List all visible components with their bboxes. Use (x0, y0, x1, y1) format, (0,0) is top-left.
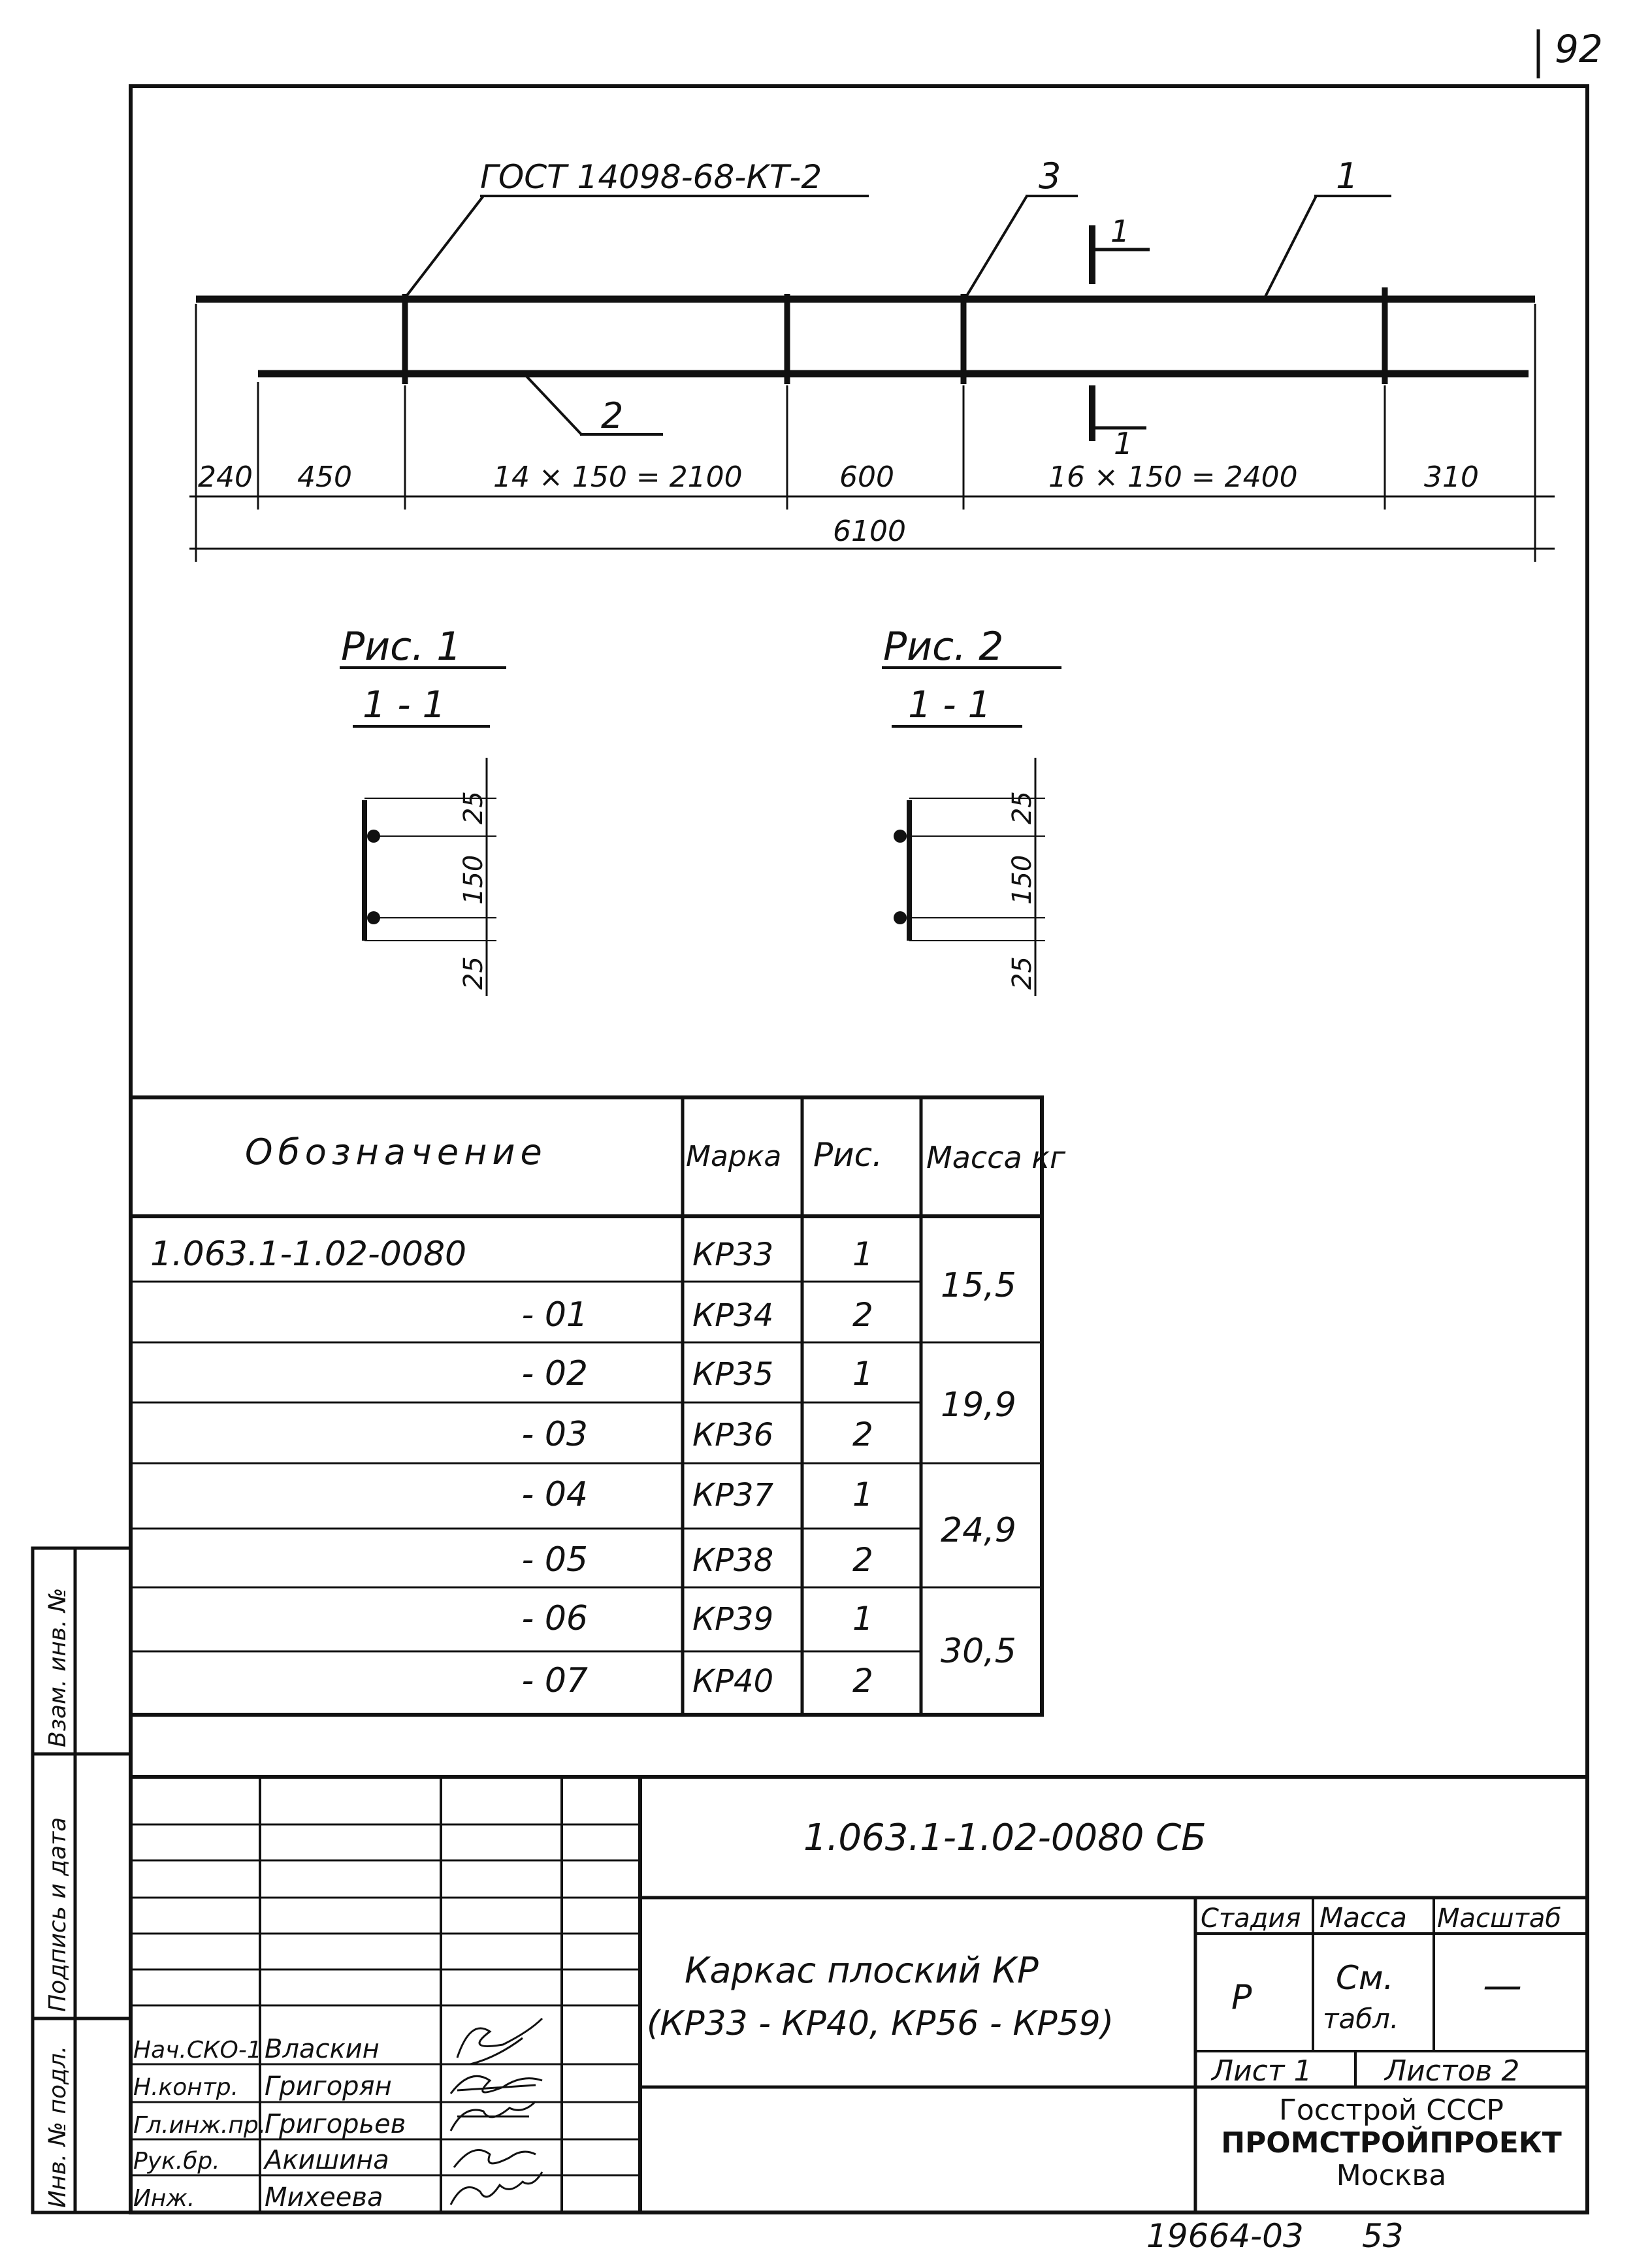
person-role: Гл.инж.пр. (133, 2112, 267, 2139)
figure-1-title: Рис. 1 (341, 624, 462, 670)
row-designation: - 03 (521, 1415, 588, 1454)
title-doc-code: 1.063.1-1.02-0080 СБ (803, 1817, 1206, 1859)
spec-table-masses (941, 1266, 1016, 1671)
header-mass-text: Масса кг (926, 1140, 1066, 1175)
row-mass: 24,9 (941, 1511, 1016, 1550)
spec-table-rows (150, 1235, 873, 1700)
person-name: Григорьев (265, 2109, 406, 2139)
figure-2-dim-top: 25 (1007, 791, 1037, 824)
org-line-3: Москва (1336, 2159, 1447, 2192)
row-mass: 19,9 (941, 1385, 1016, 1425)
figure-2-section: 1 - 1 (908, 684, 992, 726)
header-designation: Обозначение (245, 1131, 547, 1173)
position-label-2: 2 (601, 395, 624, 436)
page-corner-number: 92 (1555, 27, 1603, 71)
row-fig: 1 (852, 1235, 873, 1273)
person-name: Михеева (265, 2182, 383, 2212)
row-fig: 2 (852, 1541, 873, 1579)
row-mass: 15,5 (941, 1266, 1016, 1305)
title-block-people (133, 2034, 406, 2212)
dim-600: 600 (839, 461, 894, 494)
title-line-2: (КР33 - КР40, КР56 - КР59) (647, 2004, 1114, 2043)
side-stamp-inv-no: Инв. № подл. (44, 2045, 71, 2208)
person-role: Рук.бр. (133, 2148, 220, 2175)
row-fig: 1 (852, 1600, 873, 1638)
row-designation: - 07 (521, 1661, 588, 1700)
row-designation: - 06 (521, 1599, 588, 1638)
position-label-3: 3 (1039, 155, 1061, 197)
footer-inventory: 19664-03 (1146, 2217, 1304, 2255)
position-label-1: 1 (1336, 155, 1359, 197)
row-mark: КР40 (692, 1663, 774, 1700)
org-line-2: ПРОМСТРОЙПРОЕКТ (1221, 2126, 1562, 2160)
row-designation: 1.063.1-1.02-0080 (150, 1235, 467, 1274)
title-line-1: Каркас плоский КР (685, 1950, 1039, 1991)
side-stamp-repl-inv-no: Взам. инв. № (44, 1587, 71, 1747)
row-fig: 1 (852, 1476, 873, 1514)
figure-1-dim-mid: 150 (459, 854, 489, 905)
sheet-number: Лист 1 (1212, 2054, 1312, 2088)
row-designation: - 05 (521, 1540, 588, 1580)
figure-2-dim-bottom: 25 (1007, 956, 1037, 990)
mass-value-2: табл. (1323, 2003, 1399, 2035)
person-role: Инж. (133, 2185, 195, 2212)
figure-1-dim-bottom: 25 (459, 956, 489, 990)
row-fig: 2 (852, 1662, 873, 1700)
figure-1-dim-top: 25 (459, 791, 489, 824)
section-mark-bottom: 1 (1114, 426, 1133, 461)
header-fig: Рис. (813, 1136, 883, 1174)
row-mark: КР37 (692, 1477, 774, 1514)
section-mark-top: 1 (1110, 214, 1130, 249)
stage-label: Стадия (1201, 1904, 1301, 1934)
dim-240: 240 (198, 461, 253, 494)
figure-1-section: 1 - 1 (363, 684, 446, 726)
dim-450: 450 (297, 461, 352, 494)
dim-310: 310 (1424, 461, 1479, 494)
signatures (451, 2018, 542, 2205)
gost-label: ГОСТ 14098-68-КТ-2 (480, 158, 822, 196)
row-mass: 30,5 (941, 1632, 1016, 1671)
row-mark: КР39 (692, 1601, 774, 1638)
dim-14x150: 14 × 150 = 2100 (493, 461, 743, 494)
person-role: Н.контр. (133, 2074, 239, 2101)
row-mark: КР36 (692, 1417, 774, 1453)
mass-label: Масса (1319, 1902, 1407, 1934)
org-line-1: Госстрой СССР (1279, 2094, 1504, 2127)
header-mark: Марка (686, 1140, 782, 1173)
mass-value-1: См. (1336, 1959, 1394, 1997)
side-stamp-signature-date: Подпись и дата (44, 1817, 71, 2012)
row-designation: - 01 (521, 1295, 588, 1335)
row-fig: 2 (852, 1296, 873, 1334)
person-name: Власкин (265, 2034, 380, 2064)
stage-value: Р (1231, 1978, 1252, 2017)
row-mark: КР38 (692, 1542, 774, 1579)
dim-16x150: 16 × 150 = 2400 (1048, 461, 1298, 494)
header-mass (926, 1140, 1066, 1175)
figure-2-dim-mid: 150 (1007, 854, 1037, 905)
footer-page: 53 (1362, 2217, 1404, 2255)
figure-2-title: Рис. 2 (883, 624, 1004, 670)
row-designation: - 02 (521, 1354, 588, 1393)
scale-label: Масштаб (1437, 1904, 1562, 1934)
dim-total: 6100 (833, 515, 906, 548)
sheet-count: Листов 2 (1385, 2054, 1520, 2088)
row-fig: 2 (852, 1416, 873, 1453)
scale-value: — (1483, 1963, 1522, 2009)
row-designation: - 04 (521, 1475, 588, 1514)
person-name: Акишина (265, 2145, 389, 2175)
row-mark: КР33 (692, 1237, 774, 1273)
row-fig: 1 (852, 1355, 873, 1393)
person-role: Нач.СКО-1 (133, 2037, 262, 2064)
frame-elevation (196, 196, 1535, 441)
person-name: Григорян (265, 2071, 392, 2101)
row-mark: КР35 (692, 1356, 774, 1393)
row-mark: КР34 (692, 1297, 774, 1334)
